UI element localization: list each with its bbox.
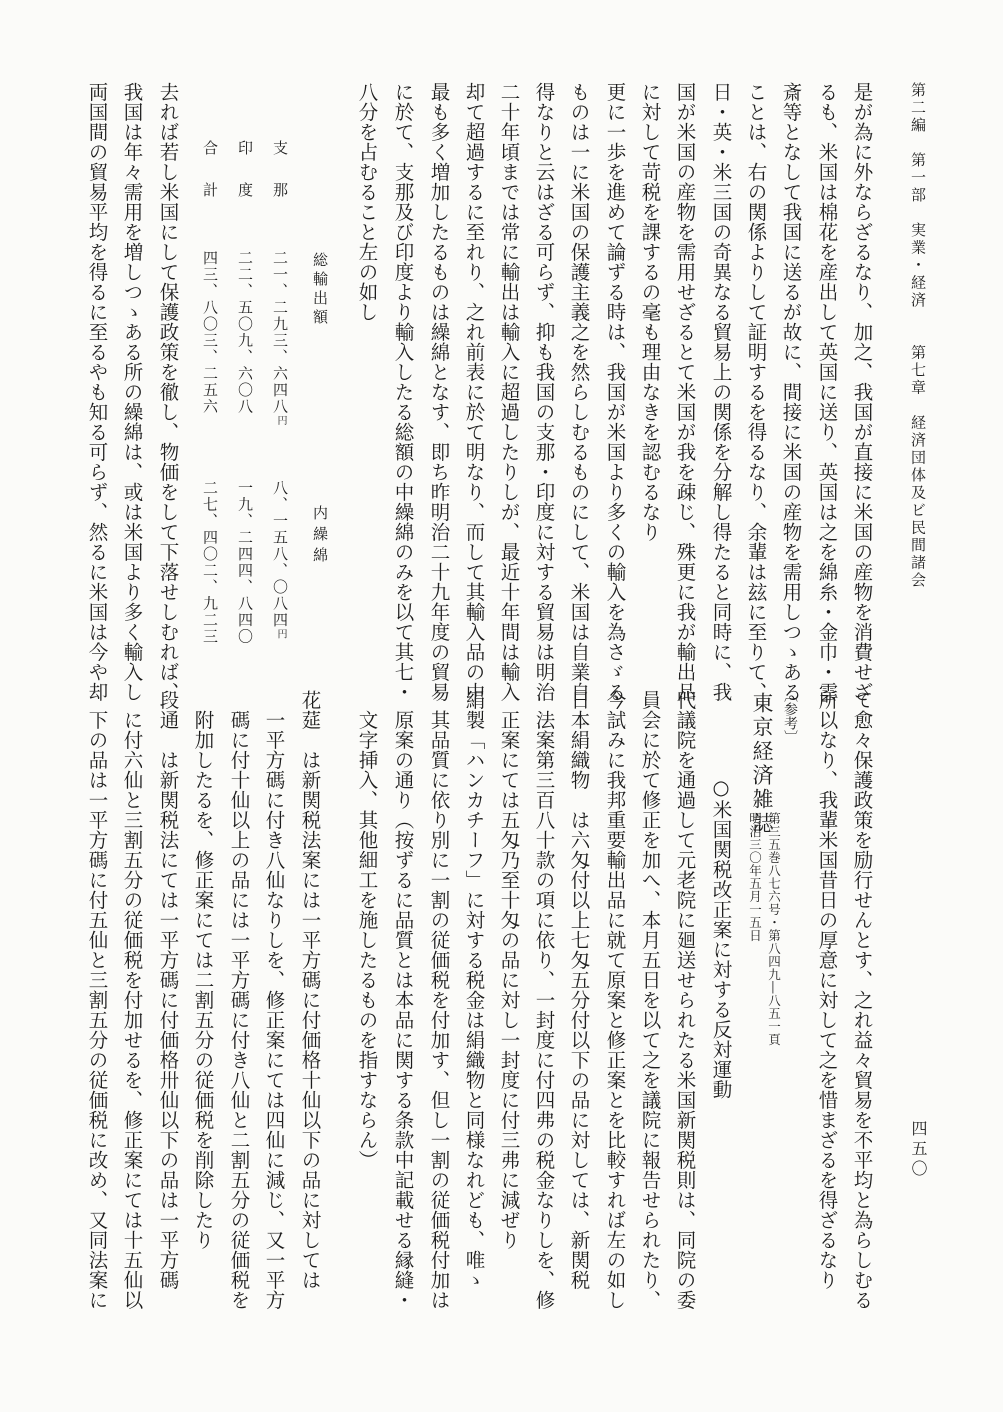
journal-citation-volume: 第三五巻八七六号・第八四九―八五一頁 [766,812,782,1046]
lower-col-3: 代議院を通過して元老院に廻送せられたる米国新関税則は、同院の委 [673,690,697,1310]
upper-col-17: 我国は年々需用を増しつゝある所の繰綿は、或は米国より多く輸入し [120,82,144,702]
article-title: ○米国関税改正案に対する反対運動 [709,776,733,1100]
table-cell-total: 四三、八〇三、二五六 [201,250,219,415]
table-cell-total: 二一、二九三、六四八円 [271,250,289,427]
lower-col-19: 下の品は一平方碼に付五仙と三割五分の従価税に改め、又同法案に [85,710,109,1310]
upper-col-5: 日・英・米三国の奇異なる貿易上の関係を分解し得たると同時に、我 [709,82,733,702]
upper-col-8: 更に一歩を進めて論ずる時は、我国が米国より多くの輸入を為さゞる [603,82,627,702]
journal-title: 東京経済雑誌 [750,692,774,836]
upper-col-10: 得なりと云はざる可らず、抑も我国の支那・印度に対する貿易は明治 [532,82,556,702]
upper-col-9: ものは一に米国の保護主義之を然らしむるものにして、米国は自業自 [567,82,591,702]
upper-col-6: 国が米国の産物を需用せざるとて米国が我を疎じ、殊更に我が輸出品 [673,82,697,702]
table-row-label: 合 計 [201,140,219,203]
table-cell-cotton: 一九、二四四、八四〇 [236,480,254,645]
upper-col-14: に於て、支那及び印度より輸入したる総額の中繰綿のみを以て其七・ [391,82,415,702]
lower-col-10: 其品質に依り別に一割の従価税を付加す、但し一割の従価税付加は [427,710,451,1310]
table-row-label: 支 那 [271,140,289,203]
table-cell-cotton: 八、一五八、〇八四円 [271,480,289,640]
reference-label: 〔参考〕 [782,688,798,744]
upper-col-15: 八分を占むること左の如し [355,82,379,322]
page-number: 四五〇 [909,1120,928,1180]
lower-col-9: 絹製「ハンカチーフ」に対する税金は絹織物と同様なれども、唯ゝ [462,690,486,1290]
lower-col-2: 所以なり、我輩米国昔日の厚意に対して之を惜まざるを得ざるなり [815,690,839,1290]
lower-col-12: 文字挿入、其他細工を施したるものを指すならん） [355,710,379,1170]
table-row-label: 印 度 [236,140,254,203]
lower-col-15: 碼に付十仙以上の品には一平方碼に付き八仙と二割五分の従価税を [227,710,251,1310]
upper-col-12: 却て超過するに至れり、之れ前表に於て明なり、而して其輸入品の中 [462,82,486,702]
lower-col-1: て愈々保護政策を励行せんとす、之れ益々貿易を不平均と為らしむる [850,690,874,1310]
lower-col-11: 原案の通り（按ずるに品質とは本品に関する条款中記載せる縁縫・ [391,710,415,1310]
upper-col-16: 去れば若し米国にして保護政策を徹し、物価をして下落せしむれば、 [156,82,180,702]
journal-citation-date: 明治三〇年五月一五日 [747,812,763,942]
upper-col-18: 両国間の貿易平均を得るに至るやも知る可らず、然るに米国は今や却 [85,82,109,702]
upper-col-3: 斎等となして我国に送るが故に、間接に米国の産物を需用しつゝある [779,82,803,702]
upper-col-1: 是が為に外ならざるなり、加之、我国が直接に米国の産物を消費せざ [850,82,874,702]
lower-col-7: 法案第三百八十款の項に依り、一封度に付四弗の税金なりしを、修 [532,710,556,1310]
lower-col-8: 正案にては五匁乃至十匁の品に対し一封度に付三弗に減ぜり [497,710,521,1250]
lower-col-14: 一平方碼に付き八仙なりしを、修正案にては四仙に減じ、又一平方 [262,710,286,1310]
running-head: 第二編 第一部 実業・経済 第七章 経済団体及ビ民間諸会 [909,82,927,590]
table-header-total: 総輸出額 [311,252,329,328]
lower-col-13: 花莚 は新関税法案には一平方碼に付価格十仙以下の品に対しては [298,690,322,1290]
table-cell-cotton: 二七、四〇二、九二三 [201,480,219,645]
lower-col-16: 附加したるを、修正案にては二割五分の従価税を削除したり [191,710,215,1250]
lower-col-4: 員会に於て修正を加へ、本月五日を以て之を議院に報告せられたり、 [638,690,662,1310]
upper-col-7: に対して苛税を課するの毫も理由なきを認むるなり [638,82,662,542]
upper-col-4: ことは、右の関係よりして証明するを得るなり、余輩は玆に至りて、 [744,82,768,702]
upper-col-11: 二十年頃までは常に輸出は輸入に超過したりしが、最近十年間は輸入 [497,82,521,702]
upper-col-2: るも、米国は棉花を産出して英国に送り、英国は之を綿糸・金巾・雲 [815,82,839,702]
table-header-cotton: 内繰綿 [311,505,329,568]
table-cell-total: 二二、五〇九、六〇八 [236,250,254,415]
lower-col-17: 段通 は新関税法にては一平方碼に付価格卅仙以下の品は一平方碼 [156,690,180,1290]
lower-col-18: に付六仙と三割五分の従価税を付加せるを、修正案にては十五仙以 [120,710,144,1310]
lower-col-5: 今試みに我邦重要輸出品に就て原案と修正案とを比較すれば左の如し [603,690,627,1310]
lower-col-6: 日本絹織物 は六匁付以上七匁五分付以下の品に対しては、新関税 [567,690,591,1290]
upper-col-13: 最も多く増加したるものは繰綿となす、即ち昨明治二十九年度の貿易 [427,82,451,702]
